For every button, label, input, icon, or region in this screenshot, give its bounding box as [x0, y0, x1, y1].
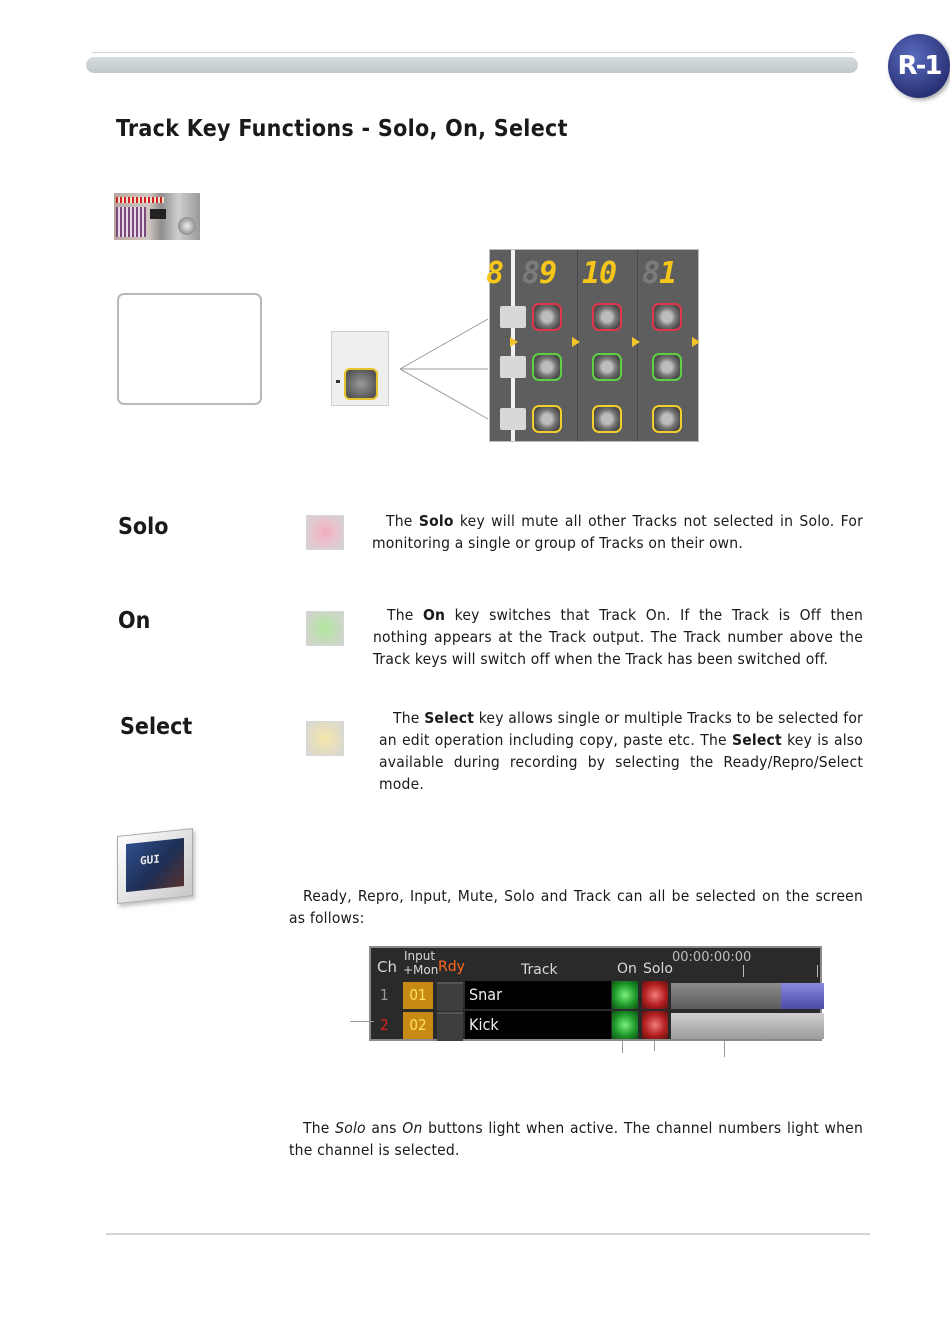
on-key[interactable]: [532, 353, 562, 381]
header-solo: Solo: [643, 961, 673, 977]
select-description: The Select key allows single or multiple Tracks to be selected for an edit operation including copy, paste etc. The Select key is also available during recording by selecting the Ready/Repro/Select mode.: [379, 709, 863, 793]
gui-intro-text: Ready, Repro, Input, Mute, Solo and Track can all be selected on the screen as follows:: [289, 887, 863, 927]
solo-key[interactable]: [592, 303, 622, 331]
on-key[interactable]: [592, 353, 622, 381]
gui-track-strip: [369, 946, 822, 1041]
track-number-10: 10: [582, 256, 617, 291]
solo-key-swatch-icon: [306, 515, 344, 550]
gui-note-text: The Solo ans On buttons light when active. The channel numbers light when the channel is selected.: [289, 1119, 863, 1159]
header-track: Track: [521, 962, 558, 978]
on-button[interactable]: [612, 981, 638, 1009]
header-rule: [92, 52, 854, 53]
track-number-8: 8: [486, 256, 504, 291]
track-name[interactable]: Kick: [465, 1011, 611, 1039]
r1-logo: R-1: [888, 34, 950, 98]
select-key[interactable]: [532, 405, 562, 433]
input-button[interactable]: 02: [403, 1012, 433, 1039]
leader-line: [350, 1021, 374, 1022]
leader-line: [724, 1041, 725, 1057]
leader-line: [654, 1041, 655, 1051]
on-key[interactable]: [652, 353, 682, 381]
solo-button[interactable]: [642, 981, 668, 1009]
track-number-9: 89: [522, 256, 557, 291]
select-key-icon: [344, 368, 378, 400]
header-ch: Ch: [377, 958, 397, 976]
channel-number-selected[interactable]: 2: [380, 1016, 389, 1034]
header-rdy: Rdy: [438, 959, 465, 975]
header-bar: [86, 57, 858, 73]
on-key-swatch-icon: [306, 611, 344, 646]
empty-note-box: [117, 293, 262, 405]
leader-line: [622, 1041, 623, 1053]
header-on: On: [617, 961, 637, 977]
solo-heading: Solo: [118, 514, 169, 540]
select-key[interactable]: [652, 405, 682, 433]
track-name[interactable]: Snar: [465, 981, 611, 1009]
header-mon: +Mon: [403, 963, 439, 977]
solo-key[interactable]: [532, 303, 562, 331]
on-button[interactable]: [612, 1011, 638, 1039]
ready-button[interactable]: [437, 982, 463, 1011]
header-input: Input: [404, 949, 436, 963]
track-number-11: 81: [642, 256, 677, 291]
timecode-readout: 00:00:00:00: [672, 950, 752, 965]
track-key-closeup: [331, 331, 389, 406]
select-key-swatch-icon: [306, 721, 344, 756]
solo-button[interactable]: [642, 1011, 668, 1039]
on-description: The On key switches that Track On. If the Track is Off then nothing appears at the Track output. The Track number above the Track keys will switch off when the Track has been switched off.: [373, 606, 863, 668]
solo-key[interactable]: [652, 303, 682, 331]
select-heading: Select: [120, 714, 193, 740]
select-key[interactable]: [592, 405, 622, 433]
ready-button[interactable]: [437, 1012, 463, 1041]
on-heading: On: [118, 608, 151, 634]
solo-description: The Solo key will mute all other Tracks not selected in Solo. For monitoring a single or group of Tracks on their own.: [372, 512, 864, 552]
console-thumbnail-icon: [114, 193, 200, 240]
input-button[interactable]: 01: [403, 982, 433, 1009]
zoom-lines: [398, 315, 490, 425]
page-title: Track Key Functions - Solo, On, Select: [116, 116, 568, 142]
channel-number[interactable]: 1: [380, 986, 389, 1004]
footer-rule: [106, 1233, 870, 1235]
track-key-panel: [486, 249, 699, 442]
gui-monitor-icon: GUI: [117, 828, 193, 904]
